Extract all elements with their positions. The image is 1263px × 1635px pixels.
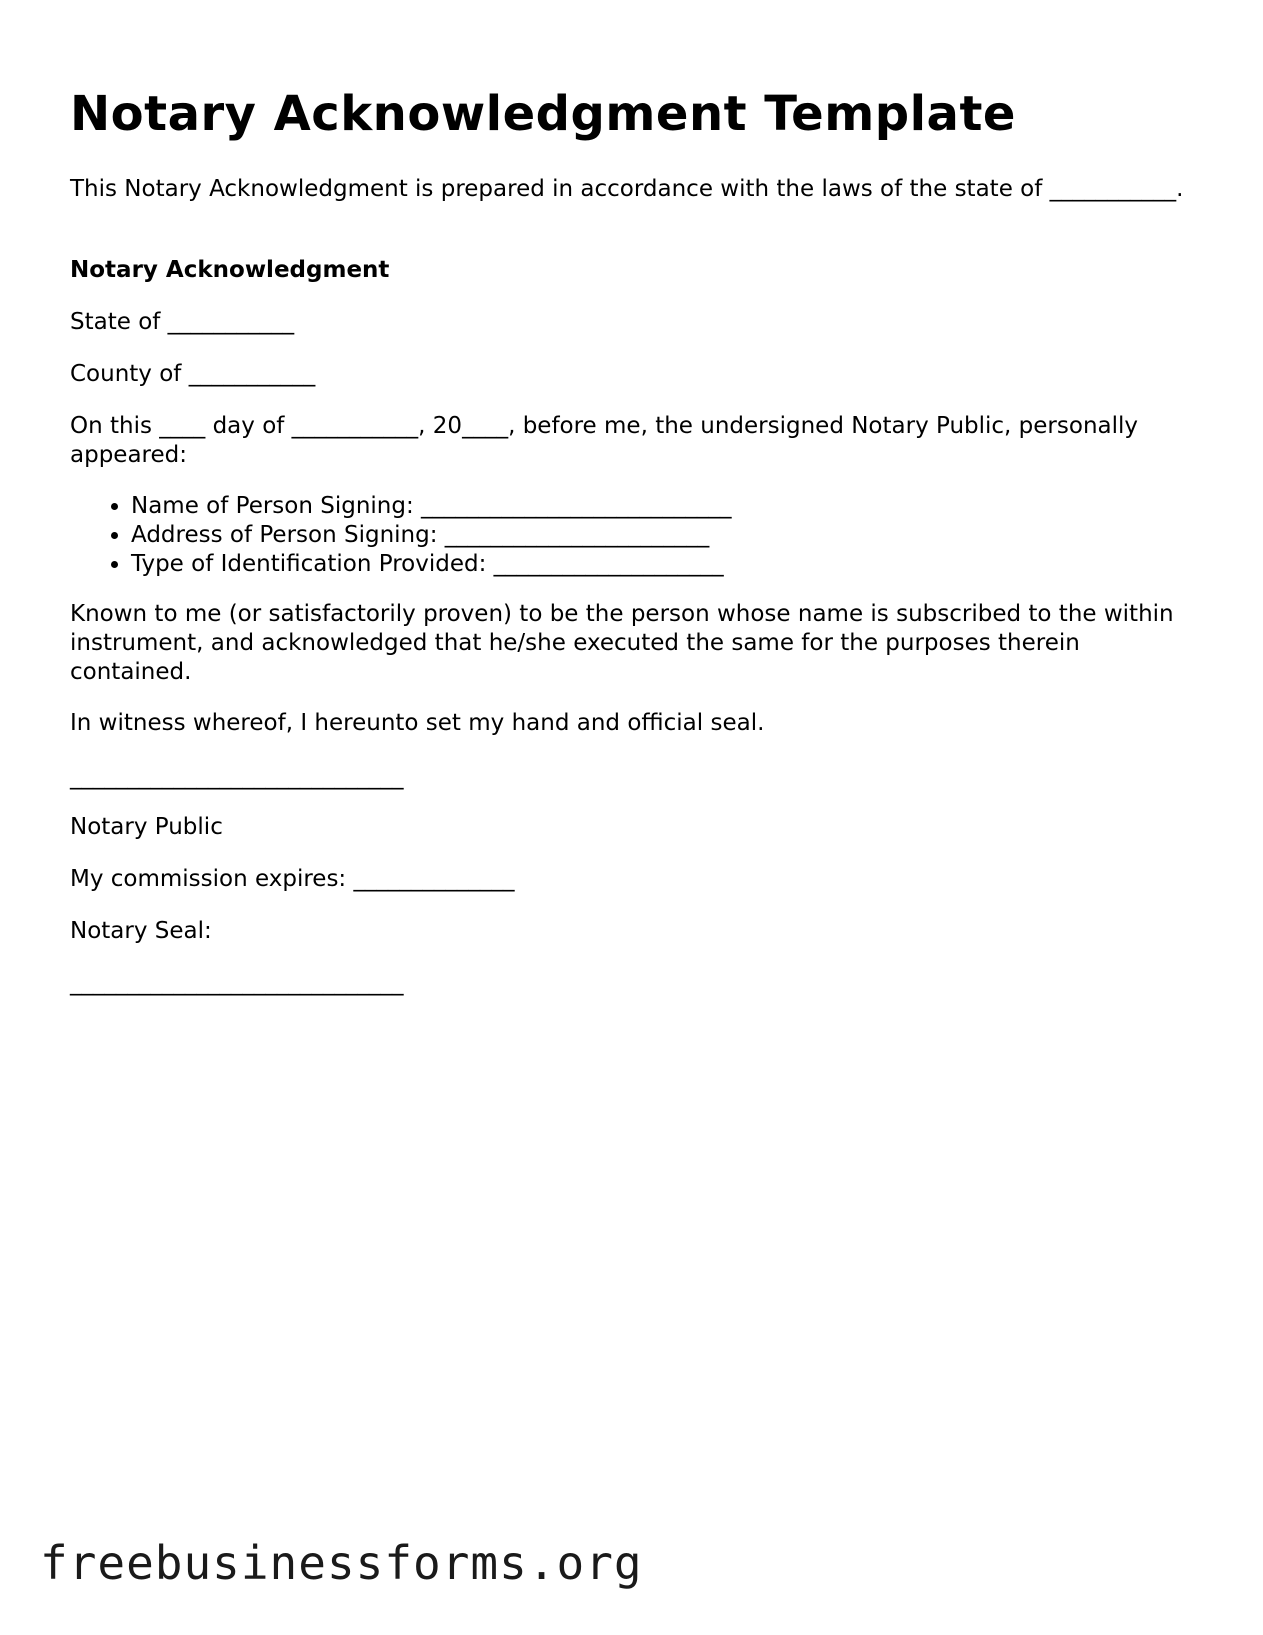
known-paragraph: Known to me (or satisfactorily proven) to be the person whose name is subscribed to the within instrument, and acknowledged that he/she executed the same for the purposes therein contained.	[70, 601, 1174, 685]
list-item-name-of-person: • Name of Person Signing: ___________________________	[131, 492, 1200, 521]
site-watermark: freebusinessforms.org	[40, 1536, 643, 1590]
intro-paragraph: This Notary Acknowledgment is prepared in accordance with the laws of the state of ___________.	[70, 176, 1184, 202]
commission-expires-line: My commission expires: ______________	[70, 866, 515, 892]
notary-seal-line: _____________________________	[70, 970, 404, 996]
signer-fields-list	[70, 492, 1200, 579]
list-item-address-of-person: • Address of Person Signing: _______________________	[131, 521, 1200, 550]
notary-seal-label: Notary Seal:	[70, 918, 212, 944]
notary-public-label: Notary Public	[70, 814, 223, 840]
list-item-identification-type: • Type of Identification Provided: ____________________	[131, 550, 1200, 579]
section-heading: Notary Acknowledgment	[70, 257, 390, 283]
witness-paragraph: In witness whereof, I hereunto set my hand and official seal.	[70, 710, 765, 736]
state-line: State of ___________	[70, 309, 295, 335]
notary-signature-line: _____________________________	[70, 764, 404, 790]
document-title: Notary Acknowledgment Template	[70, 86, 1016, 142]
appearance-paragraph: On this ____ day of ___________, 20____, before me, the undersigned Notary Public, personally appeared:	[70, 413, 1139, 468]
county-line: County of ___________	[70, 361, 316, 387]
